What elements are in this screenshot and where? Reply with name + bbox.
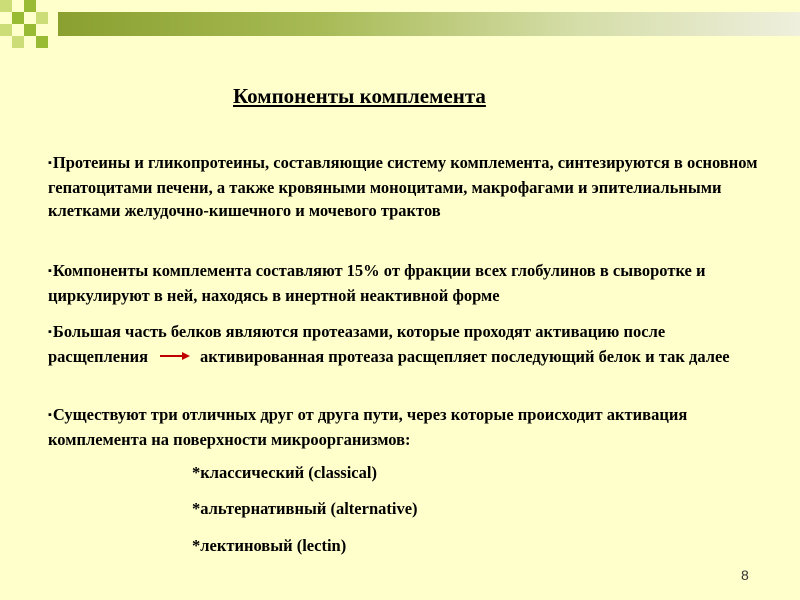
bullet-text: Существуют три отличных друг от друга пути, через которые происходит активация комплемента на поверхности микроорганизмов: xyxy=(48,405,688,449)
page-number: 8 xyxy=(741,567,749,583)
bullet-marker: ▪ xyxy=(48,409,52,421)
decor-square xyxy=(12,36,24,48)
header-gradient-bar xyxy=(58,12,800,36)
right-arrow-icon xyxy=(160,351,190,361)
bullet-paragraph xyxy=(48,320,768,368)
pathway-lectin: *лектиновый (lectin) xyxy=(192,536,347,555)
bullet-paragraph xyxy=(48,151,768,223)
pathway-classical: *классический (classical) xyxy=(192,463,377,482)
bullet-marker: ▪ xyxy=(48,265,52,277)
decor-square xyxy=(36,36,48,48)
decor-square xyxy=(12,12,24,24)
bullet-paragraph xyxy=(48,259,768,307)
bullet-marker: ▪ xyxy=(48,157,52,169)
decor-square xyxy=(0,24,12,36)
decor-square xyxy=(24,0,36,12)
pathway-alternative: *альтернативный (alternative) xyxy=(192,499,418,518)
decor-square xyxy=(36,12,48,24)
decor-square xyxy=(0,0,12,12)
decor-square xyxy=(24,24,36,36)
bullet-text: Большая часть белков являются протеазами, которые проходят активацию после расщепления xyxy=(48,322,666,366)
bullet-marker: ▪ xyxy=(48,326,52,338)
slide-title: Компоненты комплемента xyxy=(233,84,486,108)
bullet-text: активированная протеаза расщепляет последующий белок и так далее xyxy=(200,346,730,366)
bullet-text: Протеины и гликопротеины, составляющие систему комплемента, синтезируются в основном гепатоцитами печени, а также кровяными моноцитами, макрофагами и эпителиальными клетками желудочно-кишечного и мочевого трактов xyxy=(48,153,758,220)
bullet-text: Компоненты комплемента составляют 15% от фракции всех глобулинов в сыворотке и циркулируют в ней, находясь в инертной неактивной форме xyxy=(48,261,706,305)
bullet-paragraph xyxy=(48,403,768,451)
